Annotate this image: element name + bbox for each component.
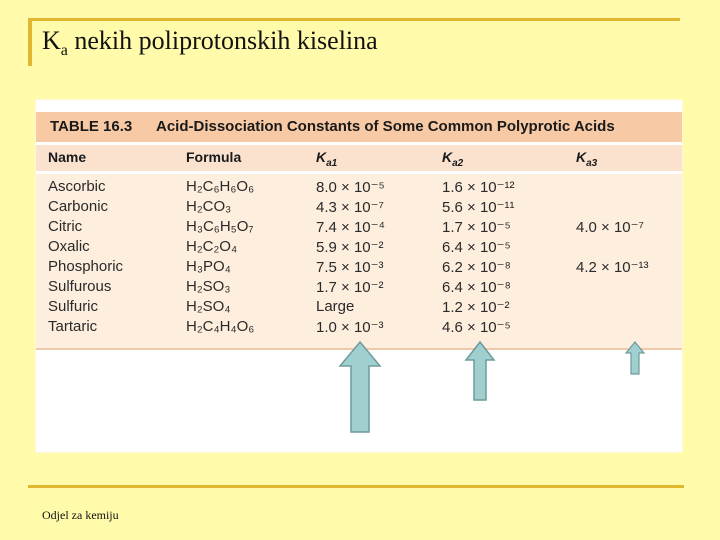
cell-formula: H₂SO₃ (186, 278, 231, 295)
cell-ka2: 6.4 × 10⁻⁸ (442, 279, 511, 296)
cell-ka3: 4.2 × 10⁻¹³ (576, 259, 649, 276)
header-ka1-sub: a1 (326, 157, 338, 169)
cell-ka1: 8.0 × 10⁻⁵ (316, 179, 385, 196)
cell-formula: H₂C₂O₄ (186, 238, 238, 255)
title-subscript: a (60, 42, 68, 59)
table-row (36, 278, 682, 298)
header-name: Name (48, 149, 87, 165)
acid-constants-table (36, 100, 682, 452)
cell-formula: H₂C₆H₆O₆ (186, 178, 255, 195)
table-row (36, 178, 682, 198)
cell-ka1: Large (316, 298, 355, 315)
table-header (36, 145, 682, 171)
cell-ka2: 6.2 × 10⁻⁸ (442, 259, 511, 276)
cell-ka2: 1.6 × 10⁻¹² (442, 179, 515, 196)
cell-name: Tartaric (48, 318, 98, 335)
slide-title (42, 26, 378, 60)
cell-name: Ascorbic (48, 178, 106, 195)
cell-ka2: 6.4 × 10⁻⁵ (442, 239, 511, 256)
bottom-accent-line (28, 485, 684, 488)
table-caption (36, 112, 682, 142)
header-ka2-sub: a2 (452, 157, 464, 169)
table-body (36, 174, 682, 350)
arrow-up-icon (464, 340, 496, 402)
table-caption-text: Acid-Dissociation Constants of Some Common Polyprotic Acids (156, 118, 615, 135)
cell-ka2: 1.7 × 10⁻⁵ (442, 219, 511, 236)
cell-name: Citric (48, 218, 83, 235)
table-number: TABLE 16.3 (50, 118, 133, 135)
table-row (36, 258, 682, 278)
header-ka2 (442, 149, 463, 169)
header-ka1-k: K (316, 149, 327, 165)
cell-ka3: 4.0 × 10⁻⁷ (576, 219, 644, 236)
header-formula: Formula (186, 149, 242, 165)
cell-ka2: 5.6 × 10⁻¹¹ (442, 199, 515, 216)
title-k: K (42, 26, 61, 55)
cell-ka1: 1.7 × 10⁻² (316, 279, 384, 296)
cell-ka1: 5.9 × 10⁻² (316, 239, 384, 256)
cell-ka1: 1.0 × 10⁻³ (316, 319, 384, 336)
header-ka3 (576, 149, 597, 169)
left-accent-line (28, 18, 32, 66)
cell-ka2: 4.6 × 10⁻⁵ (442, 319, 511, 336)
cell-name: Sulfurous (48, 278, 112, 295)
cell-name: Oxalic (48, 238, 90, 255)
cell-ka1: 4.3 × 10⁻⁷ (316, 199, 384, 216)
cell-name: Phosphoric (48, 258, 124, 275)
arrow-up-icon (338, 340, 382, 434)
footer-text: Odjel za kemiju (42, 508, 119, 522)
cell-ka1: 7.5 × 10⁻³ (316, 259, 384, 276)
arrow-up-icon (624, 340, 646, 376)
cell-formula: H₃PO₄ (186, 258, 231, 275)
cell-formula: H₂SO₄ (186, 298, 231, 315)
table-row (36, 238, 682, 258)
header-ka1 (316, 149, 337, 169)
header-ka3-k: K (576, 149, 587, 165)
cell-name: Carbonic (48, 198, 109, 215)
table-row (36, 218, 682, 238)
header-ka2-k: K (442, 149, 453, 165)
cell-ka1: 7.4 × 10⁻⁴ (316, 219, 385, 236)
cell-formula: H₂C₄H₄O₆ (186, 318, 255, 335)
cell-ka2: 1.2 × 10⁻² (442, 299, 510, 316)
table-row (36, 318, 682, 338)
top-accent-line (28, 18, 680, 21)
table-row (36, 198, 682, 218)
table-row (36, 298, 682, 318)
title-rest: nekih poliprotonskih kiselina (67, 26, 378, 55)
cell-name: Sulfuric (48, 298, 99, 315)
cell-formula: H₂CO₃ (186, 198, 232, 215)
cell-formula: H₃C₆H₅O₇ (186, 218, 254, 235)
header-ka3-sub: a3 (586, 157, 598, 169)
